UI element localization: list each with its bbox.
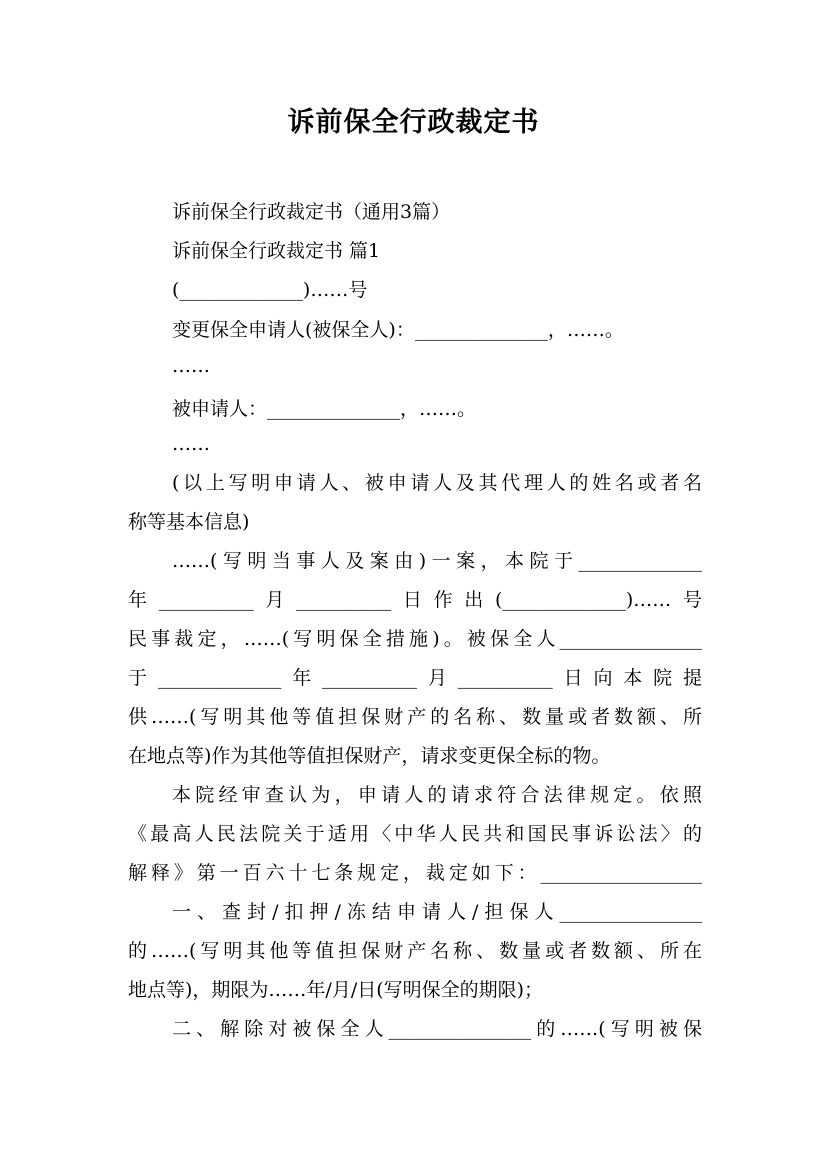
paragraph-line: (以上写明申请人、被申请人及其代理人的姓名或者名: [172, 472, 702, 494]
applicant-line: 变更保全申请人(被保全人)：______________，……。: [172, 319, 624, 341]
case-number-line: (_____________)……号: [172, 279, 368, 301]
ellipsis-line: ……: [172, 433, 210, 455]
paragraph-line: 供……(写明其他等值担保财产的名称、数量或者数额、所: [128, 706, 702, 728]
paragraph-line: 于_____________年__________月__________日向本院提: [128, 667, 702, 689]
paragraph-line: ……(写明当事人及案由)一案，本院于_____________: [172, 550, 702, 572]
respondent-line: 被申请人：______________，……。: [172, 398, 477, 420]
paragraph-line: 称等基本信息): [128, 511, 250, 533]
ruling-item-line: 一、查封/扣押/冻结申请人/担保人_______________: [172, 901, 702, 923]
section-heading: 诉前保全行政裁定书 篇1: [172, 240, 381, 262]
document-title: 诉前保全行政裁定书: [287, 107, 540, 138]
paragraph-line: 解释》第一百六十七条规定，裁定如下：_________________: [128, 862, 702, 884]
ruling-item-line: 的……(写明其他等值担保财产名称、数量或者数额、所在: [128, 940, 702, 962]
ruling-item-line: 二、解除对被保全人_______________的……(写明被保: [172, 1018, 702, 1040]
ruling-item-line: 地点等)，期限为……年/月/日(写明保全的期限)；: [128, 979, 544, 1001]
paragraph-line: 民事裁定，……(写明保全措施)。被保全人_______________: [128, 628, 702, 650]
ellipsis-line: ……: [172, 355, 210, 377]
paragraph-line: 本院经审查认为，申请人的请求符合法律规定。依照: [172, 784, 702, 806]
paragraph-line: 在地点等)作为其他等值担保财产，请求变更保全标的物。: [128, 745, 611, 767]
subtitle-line: 诉前保全行政裁定书（通用3篇）: [172, 201, 451, 223]
paragraph-line: 年__________月__________日作出(_____________)……号: [128, 589, 702, 611]
paragraph-line: 《最高人民法院关于适用〈中华人民共和国民事诉讼法〉的: [128, 823, 702, 845]
